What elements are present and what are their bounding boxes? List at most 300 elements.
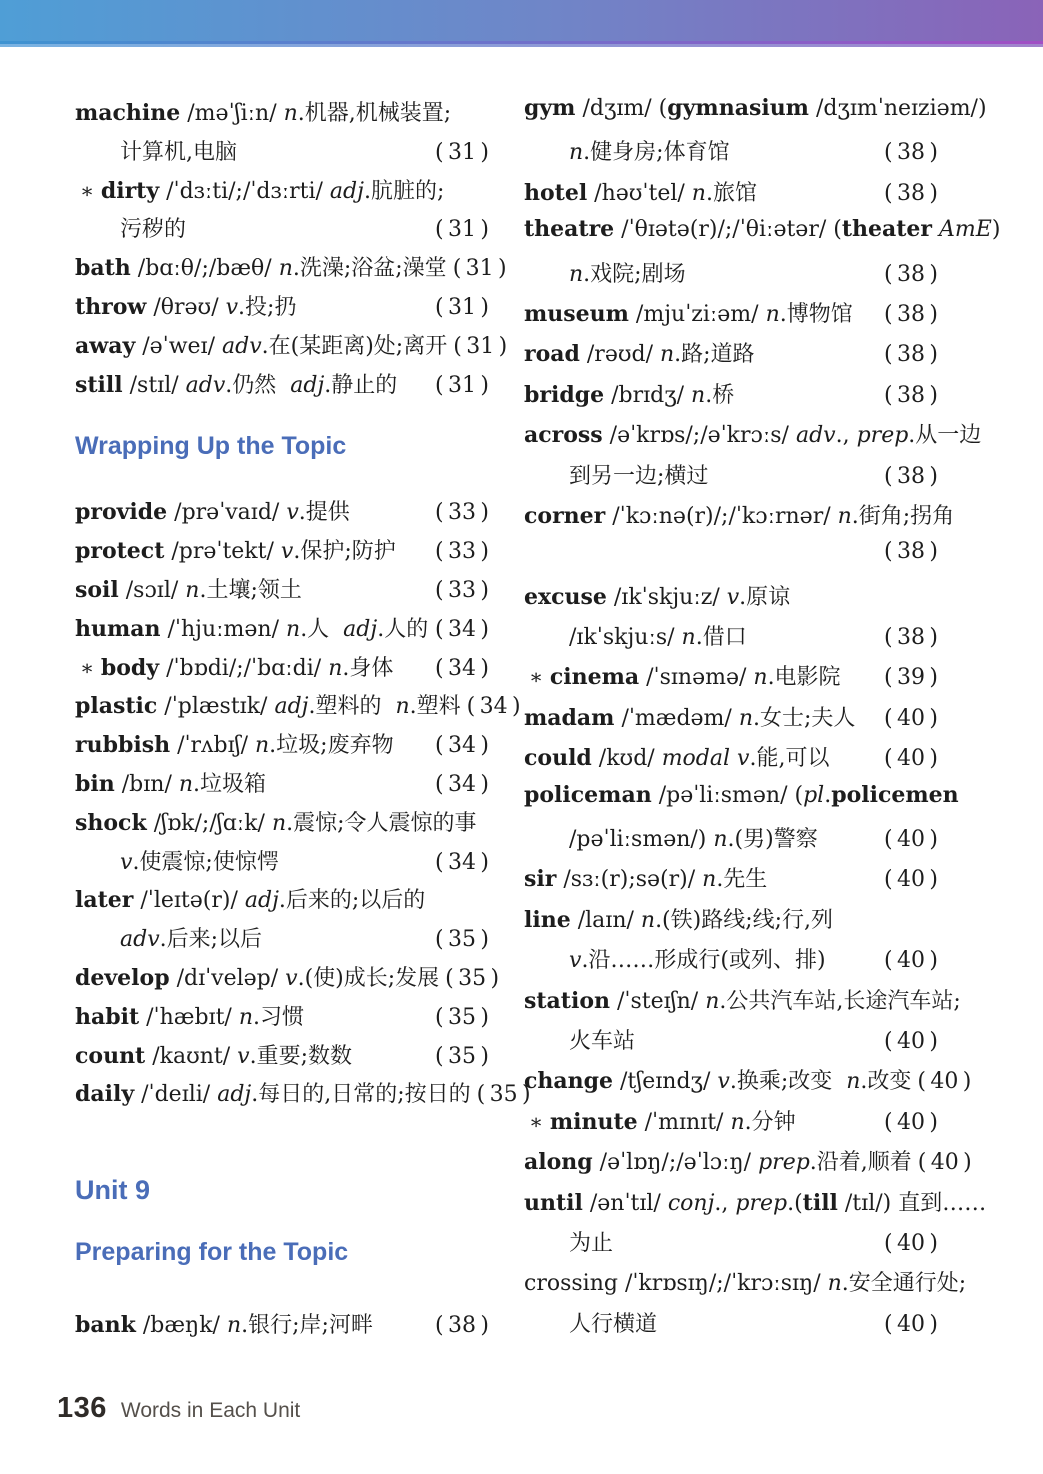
entry-text: [524, 418, 981, 449]
entry-line: [524, 459, 938, 499]
entry-line: [524, 499, 955, 539]
entry-line: [75, 290, 489, 329]
entry-line: [524, 539, 938, 579]
plain-text: /əˈlɒŋ/;/əˈlɔːŋ/: [592, 1150, 759, 1176]
plain-text: .在(某距离)处;离开: [261, 333, 448, 359]
page-ref: ( 31 ): [435, 139, 489, 165]
headword-text: change: [524, 1068, 614, 1095]
page-ref: ( 31 ): [435, 217, 489, 243]
plain-text: .从一边: [908, 423, 982, 449]
pos-abbrev: v: [717, 1069, 730, 1095]
plain-text: .路;道路: [674, 342, 755, 368]
page-ref: ( 38 ): [884, 625, 938, 651]
entry-line: [524, 1064, 972, 1104]
pos-abbrev: n: [753, 665, 768, 691]
page-ref: ( 35 ): [435, 1043, 489, 1069]
pos-abbrev: n: [328, 655, 343, 681]
pos-abbrev: v: [569, 948, 582, 974]
entry-text: [524, 701, 855, 732]
pos-abbrev: n: [846, 1069, 861, 1095]
plain-text: 计算机,电脑: [120, 139, 237, 165]
entry-line: [524, 822, 938, 862]
pos-abbrev: n: [738, 705, 753, 731]
entry-text: [75, 534, 396, 565]
page-ref: ( 38 ): [884, 261, 938, 287]
entry-text: [75, 174, 444, 205]
entry-line: [524, 781, 959, 822]
plain-text: 火车站: [569, 1028, 636, 1054]
entry-bin: [75, 767, 489, 806]
headword-text: bin: [75, 770, 115, 797]
plain-text: /sɜː(r);sə(r)/: [556, 867, 703, 893]
page-ref: ( 34 ): [435, 616, 489, 642]
star-marker: ∗: [529, 665, 550, 690]
plain-text: .仍然: [225, 372, 291, 398]
plain-text: /ˈmɪnɪt/: [637, 1109, 731, 1135]
plain-text: 污秽的: [120, 217, 187, 243]
page-ref: ( 31 ): [435, 372, 489, 398]
plain-text: /ənˈtɪl/: [582, 1190, 668, 1216]
page-ref: ( 38 ): [435, 1313, 489, 1339]
entry-madam: [524, 701, 938, 741]
plain-text: .沿……形成行(或列、排): [581, 948, 826, 974]
plain-text: .震惊;令人震惊的事: [286, 810, 477, 836]
pos-abbrev: v: [225, 294, 239, 320]
entry-text: [75, 651, 393, 682]
page-ref: ( 40 ): [917, 1150, 972, 1176]
headword-text: line: [524, 906, 571, 933]
entry-line: [524, 984, 961, 1024]
plain-text: .能,可以: [749, 746, 830, 772]
entry-daily: [75, 1077, 531, 1116]
entry-text: [75, 728, 394, 759]
plain-text: .银行;岸;河畔: [241, 1313, 373, 1339]
star-marker: ∗: [80, 178, 101, 203]
pos-abbrev: n: [730, 1109, 745, 1135]
plain-text: .借口: [695, 625, 747, 651]
headword-text: madam: [524, 704, 615, 731]
entry-text: [524, 660, 841, 691]
plain-text: .旅馆: [705, 180, 757, 206]
page-ref: ( 34 ): [466, 694, 521, 720]
pos-abbrev: adv: [795, 423, 836, 449]
entry-sir: [524, 862, 938, 902]
entry-line: [75, 767, 489, 806]
entry-text: [524, 822, 818, 853]
plain-text: .沿着,顺着: [809, 1150, 912, 1176]
entry-corner: [524, 499, 955, 580]
headword-text: theatre: [524, 216, 615, 243]
page-ref: ( 38 ): [884, 463, 938, 489]
headword-text: station: [524, 987, 610, 1014]
pos-abbrev: n: [238, 1004, 253, 1030]
entry-line: [75, 728, 489, 767]
entry-line: [524, 1226, 938, 1266]
plain-text: /ˈrʌbɪʃ/: [170, 733, 255, 759]
entry-develop: [75, 961, 500, 1000]
plain-text: /ˈhæbɪt/: [139, 1004, 239, 1030]
pos-abbrev: n: [569, 140, 584, 166]
pos-abbrev: n: [702, 867, 717, 893]
plain-text: .静止的: [324, 372, 398, 398]
entry-line: [75, 329, 508, 368]
pos-abbrev: v: [286, 500, 299, 526]
plain-text: /bæŋk/: [135, 1313, 227, 1339]
entry-text: [75, 135, 237, 166]
plain-text: .重要;数数: [249, 1043, 352, 1069]
plain-text: /ˈkɔːnə(r)/;/ˈkɔːrnər/: [605, 503, 838, 529]
pos-abbrev: n: [765, 301, 780, 327]
pos-abbrev: n: [271, 810, 287, 836]
plain-text: /ˈsteɪʃn/: [610, 988, 706, 1014]
headword-text: throw: [75, 293, 147, 320]
entry-crossing: [524, 1266, 967, 1347]
entry-text: [524, 580, 790, 611]
headword-text: minute: [549, 1108, 638, 1135]
entry-hotel: [524, 176, 938, 216]
entry-text: [75, 368, 397, 399]
plain-text: .后来;以后: [159, 927, 263, 953]
page-ref: ( 34 ): [435, 771, 489, 797]
plain-text: .换乘;改变: [729, 1069, 847, 1095]
entry-gym: [524, 95, 987, 176]
entry-text: [75, 922, 262, 953]
plain-text: .桥: [705, 382, 735, 408]
plain-text: .博物馆: [779, 301, 853, 327]
entry-line: [524, 216, 1001, 256]
plain-text: .健身房;体育馆: [583, 140, 730, 166]
plain-text: .女士;夫人: [753, 705, 856, 731]
entry-line: [524, 580, 938, 620]
plain-text: /tʃeɪndʒ/: [613, 1069, 718, 1095]
page-ref: ( 34 ): [435, 849, 489, 875]
entry-text: [75, 1308, 373, 1339]
entry-line: [524, 903, 938, 943]
page-ref: ( 40 ): [884, 705, 938, 731]
headword-text: shock: [75, 809, 147, 836]
page-ref: ( 40 ): [884, 746, 938, 772]
entry-text: [524, 499, 954, 530]
entry-text: [524, 216, 1000, 242]
entry-line: [524, 701, 938, 741]
page-ref: ( 31 ): [435, 294, 489, 320]
entry-away: [75, 329, 508, 368]
pos-abbrev: adj: [244, 888, 279, 914]
headword-text: human: [75, 615, 161, 642]
entry-line: [524, 337, 938, 377]
entry-text: [524, 135, 730, 166]
pos-abbrev: adv: [185, 372, 226, 398]
headword-text: bath: [75, 255, 131, 282]
entry-line: [524, 135, 938, 175]
plain-text: /brɪdʒ/: [604, 382, 692, 408]
entry-line: [75, 612, 489, 651]
entry-could: [524, 741, 938, 781]
footer-section-title: Words in Each Unit: [120, 1399, 301, 1422]
page-ref: ( 38 ): [884, 382, 938, 408]
plain-text: .肮脏的;: [363, 178, 445, 204]
headword-text: cinema: [549, 664, 640, 691]
plain-text: /prəˈtekt/: [164, 539, 281, 565]
entry-text: [75, 573, 302, 604]
entry-line: [75, 96, 489, 135]
plain-text: /bɪn/: [114, 771, 179, 797]
entry-text: [75, 212, 186, 243]
plain-text: /ˈleɪtə(r)/: [133, 888, 245, 914]
headword-text: gymnasium: [667, 95, 809, 121]
headword-text: until: [524, 1189, 583, 1216]
entry-text: [75, 1000, 304, 1031]
entry-text: [75, 290, 296, 321]
entry-text: [524, 297, 853, 328]
entry-still: [75, 368, 489, 407]
entry-bath: [75, 251, 507, 290]
entry-line: [524, 741, 938, 781]
entry-text: [524, 1307, 657, 1338]
entry-line: [524, 95, 987, 135]
pos-abbrev: prep: [758, 1150, 810, 1176]
page-ref: ( 40 ): [917, 1069, 972, 1095]
header-accent-line-light: [0, 44, 1043, 47]
pos-abbrev: AmE: [939, 217, 992, 243]
entry-text: [75, 612, 428, 643]
pos-abbrev: v: [726, 584, 740, 610]
plain-text: 为止: [569, 1230, 614, 1256]
entry-excuse: [524, 580, 938, 661]
plain-text: /ɪkˈskjuːz/: [606, 584, 727, 610]
plain-text: .机器,机械装置;: [297, 101, 452, 126]
entry-habit: [75, 1000, 489, 1039]
entry-line: [524, 257, 938, 297]
plain-text: .(男)警察: [727, 827, 818, 853]
plain-text: .(使)成长;发展: [297, 965, 440, 991]
pos-abbrev: adj: [329, 178, 364, 204]
plain-text: /ˈbɒdi/;/ˈbɑːdi/: [159, 655, 329, 681]
headword-text: away: [75, 332, 136, 359]
headword-text: dirty: [100, 177, 160, 204]
headword-text: till: [802, 1189, 838, 1216]
star-marker: ∗: [80, 655, 101, 680]
pos-abbrev: conj: [667, 1190, 715, 1216]
pos-abbrev: n: [395, 694, 410, 720]
entry-line: [75, 174, 489, 213]
entry-line: [75, 806, 489, 845]
plain-text: /əˈkrɒs/;/əˈkrɔːs/: [602, 423, 796, 449]
pos-abbrev: adv: [120, 927, 160, 953]
plain-text: .塑料: [409, 694, 461, 720]
plain-text: /həʊˈtel/: [587, 180, 692, 206]
pos-abbrev: adj: [290, 372, 325, 398]
plain-text: /pəˈliːsmən/): [569, 827, 714, 853]
page-ref: ( 35 ): [476, 1082, 531, 1108]
pos-abbrev: pl: [803, 782, 825, 808]
entry-line: [75, 1077, 531, 1116]
entry-line: [75, 1000, 489, 1039]
page-ref: ( 38 ): [884, 539, 938, 565]
entry-count: [75, 1039, 489, 1078]
plain-text: /ˈplæstɪk/: [157, 694, 275, 720]
pos-abbrev: n: [691, 382, 706, 408]
entry-line: [75, 534, 489, 573]
plain-text: /kaʊnt/: [145, 1043, 238, 1069]
entry-plastic: [75, 689, 521, 728]
headword-text: sir: [524, 866, 557, 893]
plain-text: ): [991, 217, 1001, 243]
entry-along: [524, 1145, 972, 1185]
plain-text: .塑料的: [308, 694, 396, 720]
entry-text: [524, 741, 829, 772]
plain-text: /mjuˈziːəm/: [628, 301, 766, 327]
pos-abbrev: prep: [856, 423, 909, 449]
entry-line: [524, 176, 938, 216]
headword-text: excuse: [524, 583, 607, 610]
entry-line: [524, 1024, 938, 1064]
pos-abbrev: v: [237, 1043, 250, 1069]
plain-text: .投;扔: [238, 294, 297, 320]
entry-line: [75, 495, 489, 534]
pos-abbrev: prep: [735, 1190, 788, 1216]
headword-text: policeman: [524, 781, 652, 808]
plain-text: /θrəʊ/: [146, 294, 226, 320]
pos-abbrev: n: [681, 625, 696, 651]
plain-text: .习惯: [253, 1004, 304, 1030]
page-ref: ( 38 ): [884, 301, 938, 327]
entry-line: [75, 368, 489, 407]
entry-text: [524, 459, 708, 490]
page-ref: ( 40 ): [884, 867, 938, 893]
entry-human: [75, 612, 489, 651]
entry-text: [75, 883, 425, 914]
pos-abbrev: n: [705, 988, 720, 1014]
plain-text: /kʊd/: [591, 746, 662, 772]
headword-text: along: [524, 1149, 593, 1176]
plain-text: /ˈdeɪli/: [134, 1082, 218, 1108]
entry-line: [75, 212, 489, 251]
page-ref: ( 33 ): [435, 539, 489, 565]
page-ref: ( 40 ): [884, 1230, 938, 1256]
entry-later: [75, 883, 489, 961]
entry-text: [75, 845, 279, 876]
plain-text: .,: [835, 423, 857, 449]
heading-wrapping-up-the-topic: Wrapping Up the Topic: [75, 432, 347, 461]
entry-line: [524, 1266, 967, 1306]
entry-text: [524, 1145, 912, 1176]
plain-text: /ˈθɪətə(r)/;/ˈθiːətər/ (: [614, 217, 842, 243]
page-ref: ( 40 ): [884, 948, 938, 974]
pos-abbrev: n: [713, 827, 728, 853]
plain-text: .土壤;领土: [199, 577, 302, 603]
plain-text: .提供: [298, 500, 350, 526]
entry-line: [524, 378, 938, 418]
plain-text: .使震惊;使惊愕: [132, 849, 279, 875]
pos-abbrev: n: [286, 616, 301, 642]
plain-text: crossing /ˈkrɒsɪŋ/;/ˈkrɔːsɪŋ/: [524, 1271, 828, 1297]
entry-line: [524, 1307, 938, 1347]
plain-text: .垃圾;废弃物: [269, 733, 394, 759]
page-footer: [57, 1392, 300, 1425]
entry-text: [75, 806, 477, 837]
plain-text: .电影院: [767, 665, 841, 691]
entry-bridge: [524, 378, 938, 418]
headword-text: bank: [75, 1312, 136, 1339]
entry-text: [75, 689, 461, 720]
plain-text: /laɪn/: [570, 907, 641, 933]
plain-text: .公共汽车站,长途汽车站;: [719, 988, 961, 1014]
headword-text: later: [75, 887, 134, 914]
headword-text: museum: [524, 300, 629, 327]
footer-page-number: 136: [57, 1392, 107, 1424]
entry-text: [524, 337, 755, 368]
plain-text: .每日的,日常的;按日的: [251, 1082, 471, 1108]
page-ref: ( 35 ): [435, 927, 489, 953]
headword-text: protect: [75, 538, 165, 565]
plain-text: /ˈhjuːmən/: [160, 616, 287, 642]
pos-abbrev: v: [280, 539, 294, 565]
plain-text: .戏院;剧场: [583, 261, 686, 287]
entry-station: [524, 984, 961, 1065]
plain-text: /ʃɒk/;/ʃɑːk/: [146, 810, 272, 836]
plain-text: /ˈmædəm/: [614, 705, 739, 731]
heading-unit-9: Unit 9: [75, 1175, 151, 1206]
entry-text: [75, 495, 350, 526]
plain-text: /ɪkˈskjuːs/: [569, 625, 682, 651]
pos-abbrev: n: [178, 771, 194, 797]
entry-line: [75, 573, 489, 612]
headword-text: daily: [75, 1081, 135, 1108]
page-ref: ( 33 ): [435, 577, 489, 603]
headword-text: policemen: [831, 781, 959, 808]
plain-text: /sɔɪl/: [118, 577, 186, 603]
entry-line: [75, 135, 489, 174]
entry-line: [75, 845, 489, 884]
plain-text: .先生: [716, 867, 768, 893]
pos-abbrev: adj: [343, 616, 378, 642]
headword-text: count: [75, 1042, 146, 1069]
entry-line: [524, 297, 938, 337]
plain-text: /stɪl/: [122, 372, 186, 398]
plain-text: /əˈweɪ/: [135, 333, 222, 359]
page-ref: ( 39 ): [884, 665, 938, 691]
plain-text: /rəʊd/: [579, 342, 660, 368]
entry-museum: [524, 297, 938, 337]
plain-text: /dʒɪmˈneɪziəm/): [808, 96, 987, 121]
plain-text: .保护;防护: [293, 539, 396, 565]
entry-line: [75, 922, 489, 961]
pos-abbrev: adj: [217, 1082, 252, 1108]
entry-throw: [75, 290, 489, 329]
entry-text: [75, 961, 439, 992]
pos-abbrev: n: [659, 342, 675, 368]
entry-text: [524, 378, 734, 409]
entry-line: [75, 689, 521, 728]
page-ref: ( 40 ): [884, 827, 938, 853]
headword-text: bridge: [524, 381, 605, 408]
entry-line: [524, 418, 982, 458]
heading-preparing-for-the-topic: Preparing for the Topic: [75, 1238, 349, 1267]
entry-change: [524, 1064, 972, 1104]
entry-line: [524, 620, 938, 660]
pos-abbrev: v: [285, 965, 298, 991]
entry-line: [75, 1039, 489, 1078]
plain-text: [932, 217, 939, 242]
headword-text: plastic: [75, 693, 158, 720]
header-gradient-bar: [0, 0, 1043, 41]
entry-line: [524, 903, 938, 984]
page-ref: ( 31 ): [452, 256, 507, 282]
entry-line: [75, 651, 489, 690]
entry-text: [75, 1039, 352, 1070]
page-ref: ( 40 ): [884, 1311, 938, 1337]
